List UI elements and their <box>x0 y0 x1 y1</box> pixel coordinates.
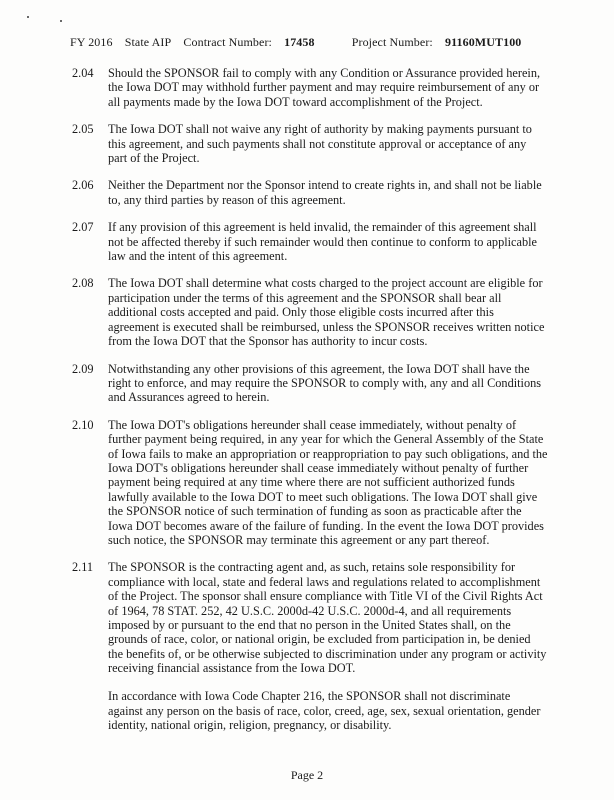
contract-number-value: 17458 <box>284 35 315 49</box>
document-body <box>72 66 548 745</box>
section-text: The Iowa DOT shall not waive any right of authority by making payments pursuant to this agreement, and such payments shall not constitute approval or acceptance of any part of the Project. <box>108 122 532 166</box>
section-number: 2.11 <box>72 560 94 575</box>
section-number: 2.08 <box>72 276 94 291</box>
section-number: 2.10 <box>72 417 94 432</box>
page-number: Page 2 <box>290 768 324 782</box>
section-number: 2.07 <box>72 220 94 235</box>
section-text-group <box>108 560 548 732</box>
section-2-05 <box>72 122 548 165</box>
section-number: 2.09 <box>72 361 94 376</box>
document-header <box>70 35 574 49</box>
contract-number-label: Contract Number: <box>183 35 272 49</box>
section-2-04 <box>72 66 548 109</box>
scan-artifact-dot <box>60 20 62 22</box>
section-text-continued: In accordance with Iowa Code Chapter 216, the SPONSOR shall not discriminate against any person on the basis of race, color, creed, age, sex, sexual orientation, gender identity, national origin, religion, pregnancy, or disability. <box>108 689 541 732</box>
section-text: Notwithstanding any other provisions of this agreement, the Iowa DOT shall have the right to enforce, and may require the SPONSOR to comply with, any and all Conditions and Assurances agreed to herein. <box>108 361 542 405</box>
section-text: The Iowa DOT's obligations hereunder shall cease immediately, without penalty of further payment being required, in any year for which the General Assembly of the State of Iowa fails to make an appropriation or reappropriation to pay such obligations, and the Iowa DOT's obligations hereunder shall cease immediately without penalty of further payment being required at any time where there are not sufficient authorized funds lawfully available to the Iowa DOT to meet such obligations. The Iowa DOT shall give the SPONSOR notice of such termination of funding as soon as practicable after the Iowa DOT becomes aware of the failure of funding. In the event the Iowa DOT provides such notice, the SPONSOR may terminate this agreement or any part thereof. <box>108 417 548 547</box>
section-2-06 <box>72 178 548 207</box>
project-number-label: Project Number: <box>351 35 433 49</box>
section-number: 2.05 <box>72 122 94 137</box>
section-text: Neither the Department nor the Sponsor intend to create rights in, and shall not be liable to, any third parties by reason of this agreement. <box>108 178 542 207</box>
section-2-09 <box>72 362 548 405</box>
section-2-11 <box>72 560 548 732</box>
scan-artifact-dot <box>27 16 29 18</box>
section-text: The SPONSOR is the contracting agent and, as such, retains sole responsibility for compliance with local, state and federal laws and regulations related to accomplishment of the Project. The sponsor shall ensure compliance with Title VI of the Civil Rights Act of 1964, 78 STAT. 252, 42 U.S.C. 2000d-42 U.S.C. 2000d-4, and all requirements imposed by or pursuant to the end that no person in the United States shall, on the grounds of race, color, or national origin, be excluded from participation in, be denied the benefits of, or be otherwise subjected to discrimination under any program or activity receiving financial assistance from the Iowa DOT. <box>108 560 547 676</box>
section-number: 2.04 <box>72 66 94 80</box>
program-label: State AIP <box>124 35 172 49</box>
section-text: If any provision of this agreement is held invalid, the remainder of this agreement shall not be affected thereby if such remainder would then continue to conform to applicable law and the intent of this agreement. <box>108 220 537 264</box>
section-2-08 <box>72 276 548 348</box>
section-number: 2.06 <box>72 178 94 193</box>
project-number-value: 91160MUT100 <box>444 35 522 49</box>
section-2-07 <box>72 220 548 263</box>
page-footer <box>0 768 614 783</box>
section-2-10 <box>72 418 548 548</box>
section-text: The Iowa DOT shall determine what costs charged to the project account are eligible for participation under the terms of this agreement and the SPONSOR shall bear all additional costs accepted and paid. Only those eligible costs incurred after this agreement is executed shall be reimbursed, unless the SPONSOR receives written notice from the Iowa DOT that the Sponsor has authority to incur costs. <box>108 276 545 349</box>
fiscal-year-label: FY 2016 <box>70 35 113 49</box>
section-text: Should the SPONSOR fail to comply with any Condition or Assurance provided herein, the Iowa DOT may withhold further payment and may require reimbursement of any or all payments made by the Iowa DOT toward accomplishment of the Project. <box>108 66 541 109</box>
